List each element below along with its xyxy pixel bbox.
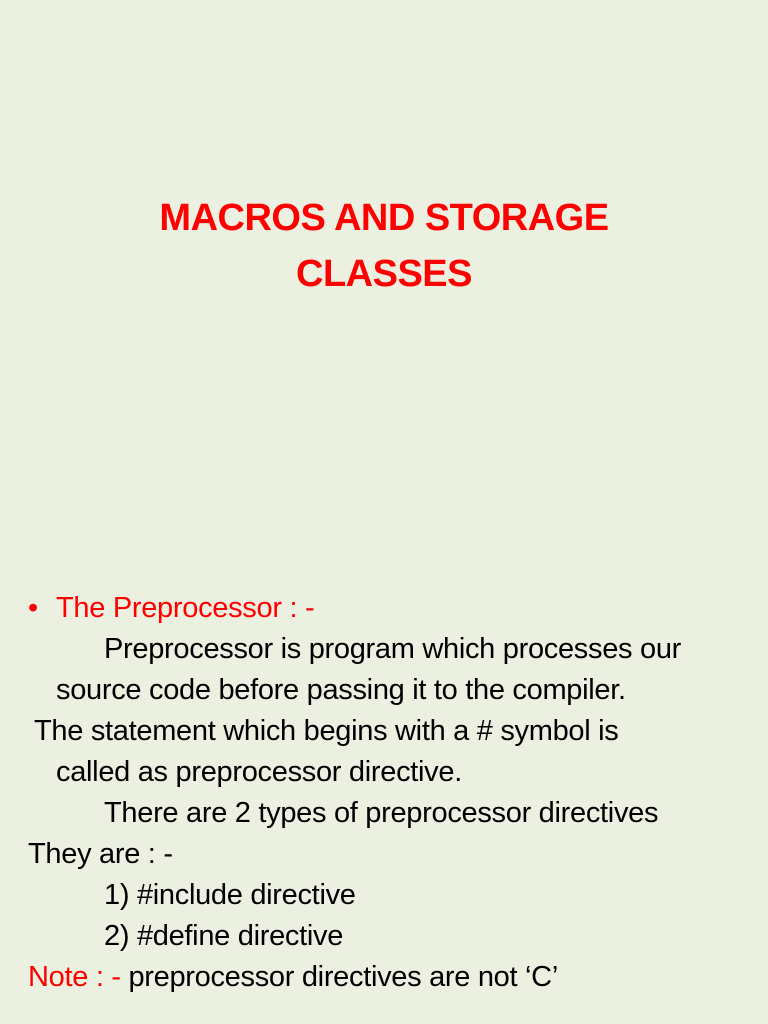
slide-title xyxy=(0,190,768,302)
note-label: Note : - xyxy=(28,961,121,993)
list-item: 2) #define directive xyxy=(104,920,344,952)
paragraph-line: called as preprocessor directive. xyxy=(56,756,462,788)
paragraph-line: Preprocessor is program which processes our xyxy=(104,633,681,665)
list-item: 1) #include directive xyxy=(104,879,356,911)
paragraph-line: source code before passing it to the compiler. xyxy=(56,674,626,706)
note-text: preprocessor directives are not ‘C’ xyxy=(120,961,558,993)
they-are-label: They are : - xyxy=(28,838,173,870)
slide-title-line-2: CLASSES xyxy=(296,253,472,295)
slide-body xyxy=(0,588,768,998)
paragraph-line: There are 2 types of preprocessor directives xyxy=(104,797,659,829)
paragraph-line: The statement which begins with a # symbol is xyxy=(34,715,619,747)
section-heading: The Preprocessor : - xyxy=(56,592,315,624)
note-line xyxy=(0,957,768,998)
slide-title-line-1: MACROS AND STORAGE xyxy=(159,197,609,239)
bullet-icon: • xyxy=(28,592,38,624)
bullet-item-preprocessor xyxy=(0,588,768,629)
